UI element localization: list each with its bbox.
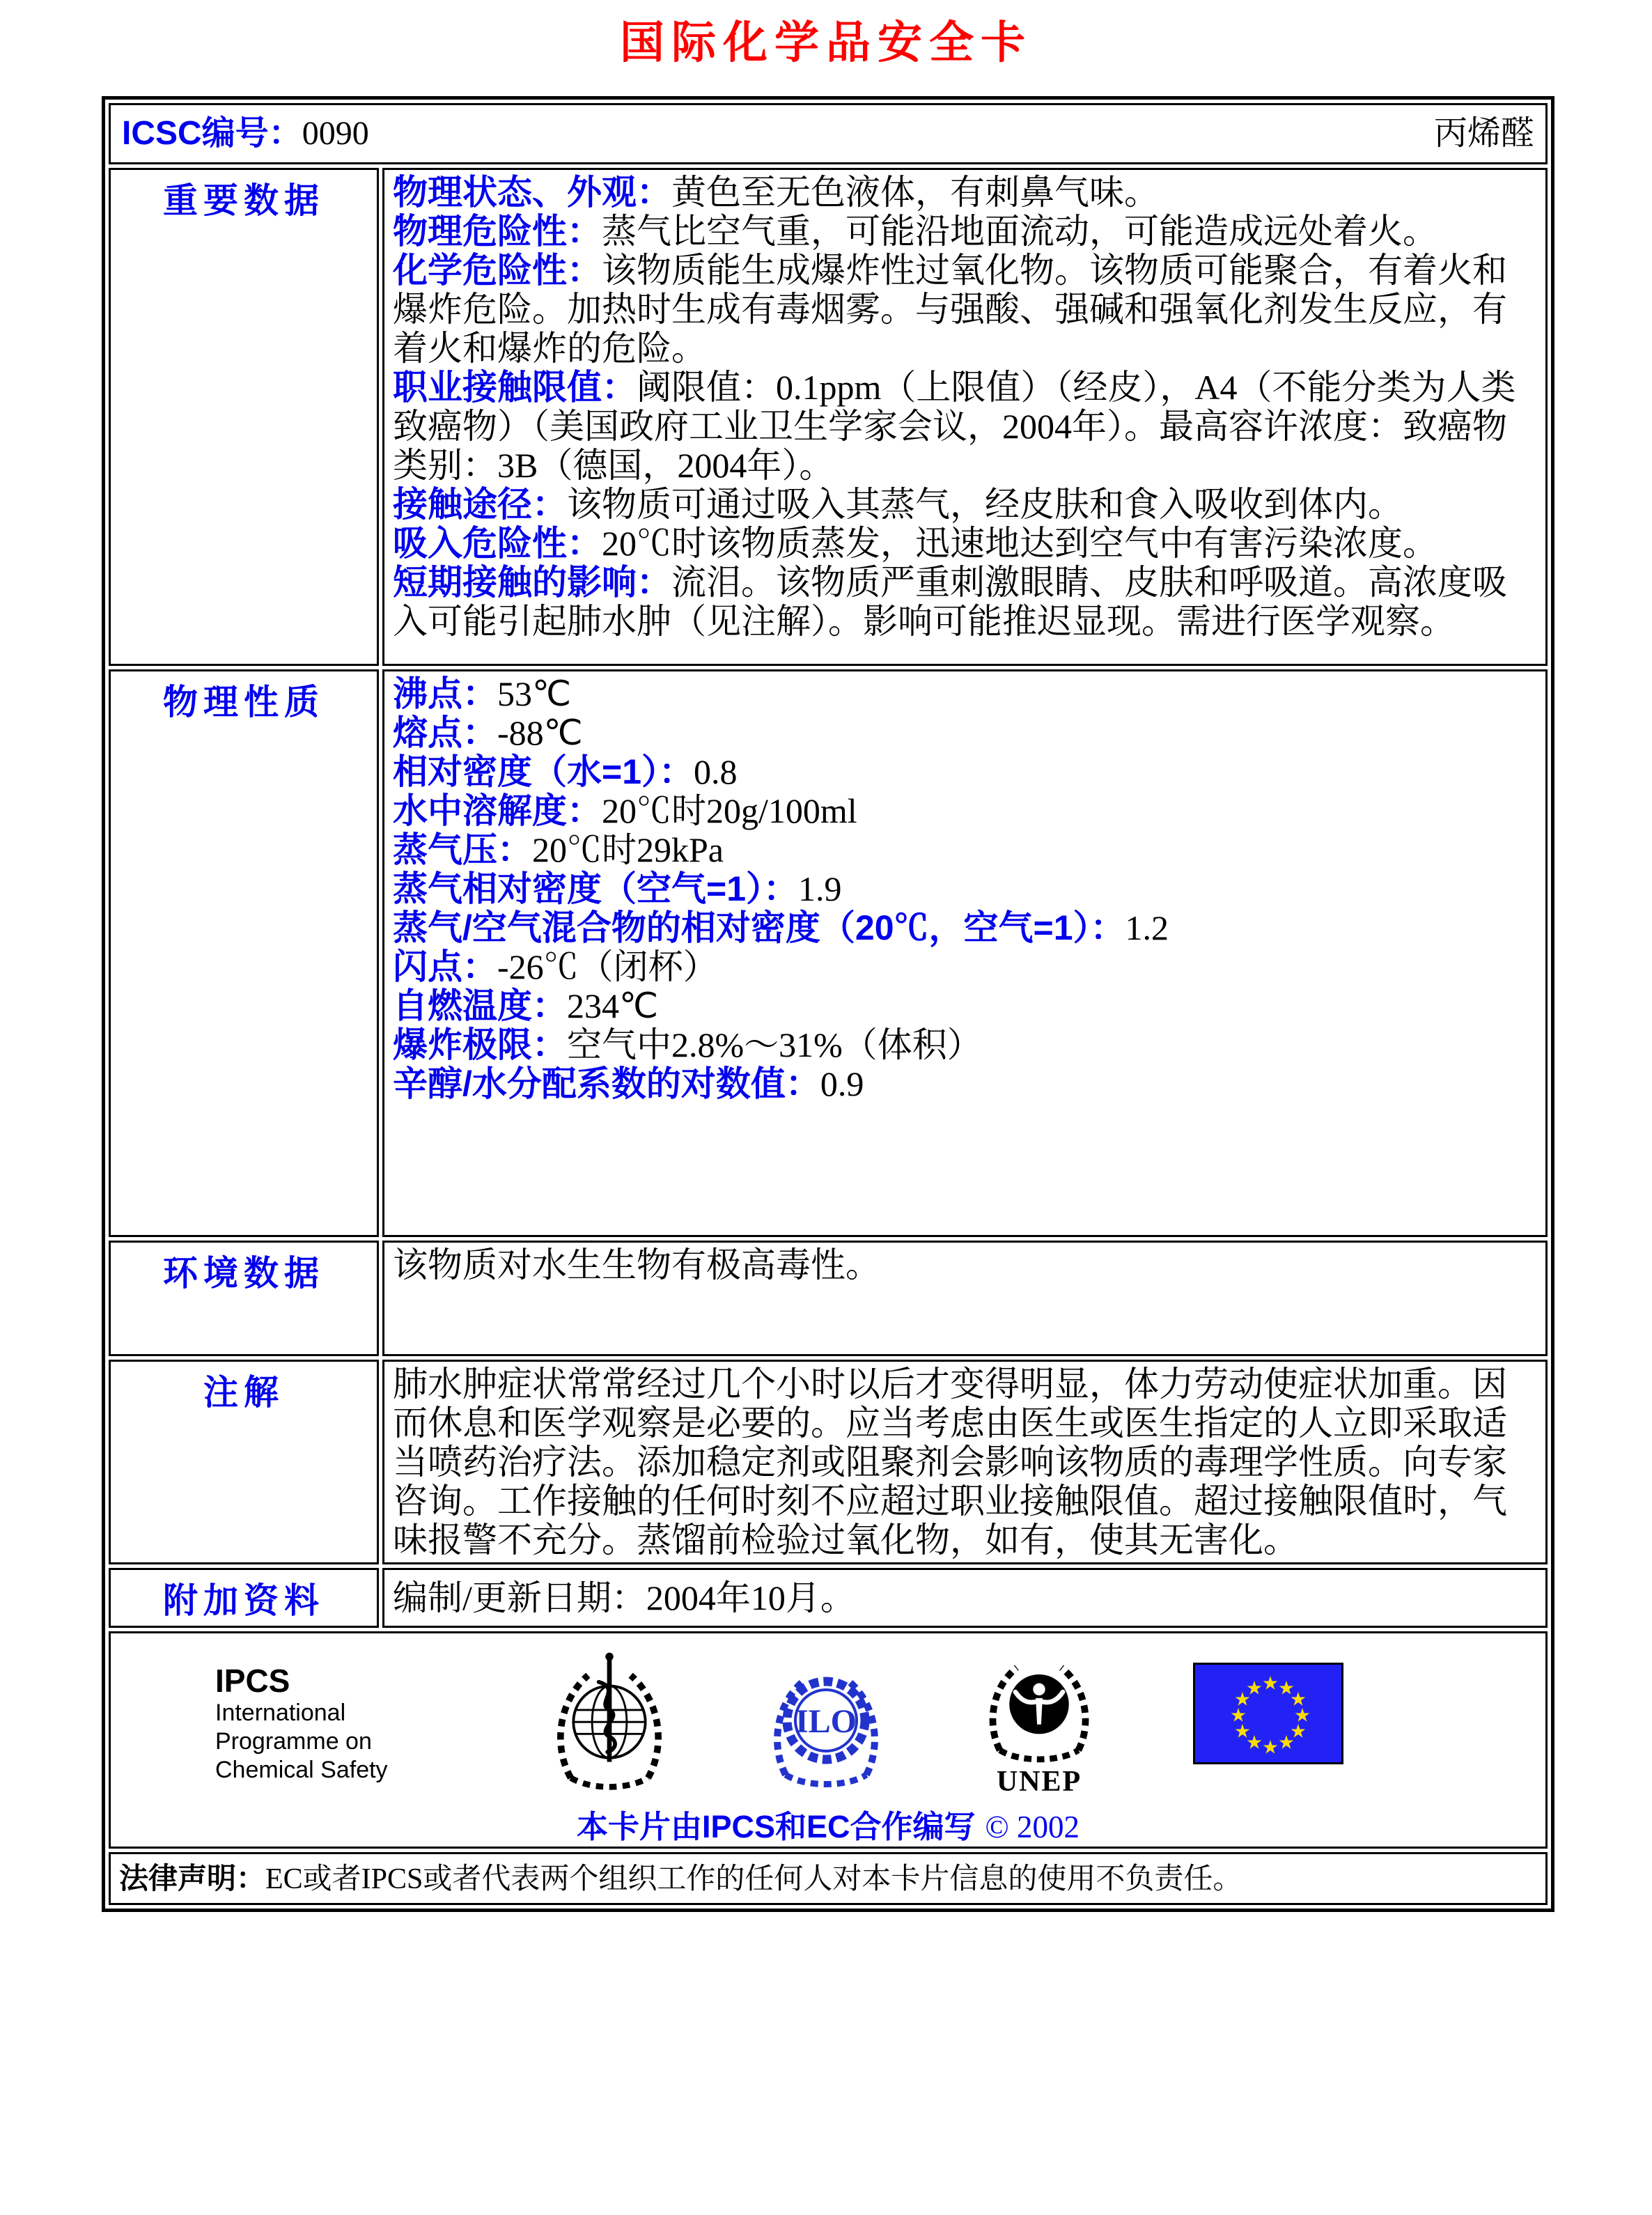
field-row — [393, 485, 1537, 524]
ilo-logo-label: ILO — [795, 1702, 857, 1740]
logos-row — [109, 1631, 1548, 1849]
header-row — [109, 103, 1548, 164]
property-row — [393, 908, 1537, 947]
ipcs-line: International — [215, 1700, 346, 1726]
ipcs-abbr: IPCS — [215, 1663, 290, 1699]
field-row — [393, 368, 1537, 485]
ipcs-logo-text — [215, 1663, 452, 1785]
field-value: 20℃时该物质蒸发，迅速地达到空气中有害污染浓度。 — [602, 524, 1437, 563]
property-label: 闪点： — [393, 947, 497, 986]
notes-row — [109, 1360, 1548, 1564]
eu-star: ★ — [1289, 1688, 1307, 1710]
property-row — [393, 713, 1537, 752]
field-row — [393, 251, 1537, 368]
ipcs-line: Chemical Safety — [215, 1757, 388, 1783]
property-row — [393, 1064, 1537, 1103]
field-row — [393, 212, 1537, 251]
eu-star: ★ — [1233, 1720, 1252, 1742]
field-label: 吸入危险性： — [393, 524, 602, 563]
unep-logo-icon — [980, 1649, 1098, 1767]
property-value: 0.9 — [820, 1064, 864, 1103]
eu-star: ★ — [1293, 1704, 1311, 1726]
property-value: -26℃（闭杯） — [497, 947, 718, 986]
property-label: 蒸气相对密度（空气=1）： — [393, 869, 799, 908]
field-value: 该物质可通过吸入其蒸气，经皮肤和食入吸收到体内。 — [567, 485, 1403, 524]
property-row — [393, 986, 1537, 1025]
notes-content — [382, 1360, 1548, 1564]
environmental-data-row — [109, 1241, 1548, 1356]
field-value: 蒸气比空气重，可能沿地面流动，可能造成远处着火。 — [602, 212, 1437, 251]
property-value: 234℃ — [567, 986, 659, 1025]
environmental-data-text: 该物质对水生生物有极高毒性。 — [393, 1245, 880, 1284]
chemical-name: 丙烯醛 — [1433, 115, 1534, 152]
copyright-line — [111, 1801, 1545, 1847]
section-label-important-data: 重要数据 — [109, 168, 379, 666]
property-value: 空气中2.8%～31%（体积） — [567, 1025, 982, 1064]
legal-cell — [109, 1852, 1548, 1905]
property-row — [393, 1025, 1537, 1064]
property-value: 1.9 — [798, 869, 842, 908]
property-value: -88℃ — [497, 713, 583, 752]
legal-text: EC或者IPCS或者代表两个组织工作的任何人对本卡片信息的使用不负责任。 — [265, 1863, 1242, 1895]
field-label: 化学危险性： — [393, 251, 602, 290]
eu-star: ★ — [1233, 1688, 1252, 1710]
physical-properties-row — [109, 669, 1548, 1237]
property-label: 蒸气/空气混合物的相对密度（20℃，空气=1）： — [393, 908, 1125, 947]
field-value: 该物质能生成爆炸性过氧化物。该物质可能聚合，有着火和爆炸危险。加热时生成有毒烟雾。与强酸、强碱和强氧化剂发生反应，有着火和爆炸的危险。 — [393, 251, 1507, 368]
environmental-data-content — [382, 1241, 1548, 1356]
copyright-text: 本卡片由IPCS和EC合作编写 — [577, 1809, 976, 1844]
property-row — [393, 791, 1537, 830]
ilo-logo-icon — [767, 1651, 885, 1797]
eu-star: ★ — [1277, 1732, 1295, 1753]
property-row — [393, 752, 1537, 791]
legal-label: 法律声明： — [119, 1861, 266, 1895]
field-label: 接触途径： — [393, 485, 567, 524]
property-label: 爆炸极限： — [393, 1025, 567, 1064]
eu-star: ★ — [1229, 1704, 1247, 1726]
additional-info-row — [109, 1568, 1548, 1628]
section-label-additional-info: 附加资料 — [109, 1568, 379, 1628]
unep-logo-label: UNEP — [996, 1766, 1082, 1798]
field-value: 流泪。该物质严重刺激眼睛、皮肤和呼吸道。高浓度吸入可能引起肺水肿（见注解）。影响可能推迟显现。需进行医学观察。 — [393, 563, 1507, 641]
ipcs-line: Programme on — [215, 1728, 372, 1755]
property-label: 自燃温度： — [393, 986, 567, 1025]
property-label: 辛醇/水分配系数的对数值： — [393, 1064, 820, 1103]
eu-flag-icon — [1193, 1663, 1343, 1764]
field-label: 物理状态、外观： — [393, 173, 671, 212]
property-label: 熔点： — [393, 713, 497, 752]
property-row — [393, 674, 1537, 713]
important-data-row — [109, 168, 1548, 666]
who-logo-icon — [547, 1647, 672, 1801]
field-row — [393, 563, 1537, 641]
field-label: 短期接触的影响： — [393, 563, 671, 602]
property-value: 53℃ — [497, 674, 572, 713]
icsc-number-value: 0090 — [302, 115, 369, 152]
icsc-number-label: ICSC编号： — [122, 115, 302, 152]
eu-star: ★ — [1245, 1677, 1263, 1699]
eu-star: ★ — [1289, 1720, 1307, 1742]
property-value: 0.8 — [694, 752, 738, 791]
icsc-number — [122, 115, 369, 153]
legal-row — [109, 1852, 1548, 1905]
field-label: 物理危险性： — [393, 212, 602, 251]
property-label: 蒸气压： — [393, 830, 532, 869]
property-row — [393, 947, 1537, 986]
icsc-card-table — [102, 96, 1554, 1912]
field-row — [393, 524, 1537, 563]
property-row — [393, 869, 1537, 908]
property-label: 沸点： — [393, 674, 497, 713]
property-value: 20℃时29kPa — [532, 830, 724, 869]
property-label: 相对密度（水=1）： — [393, 752, 694, 791]
additional-info-content — [382, 1568, 1548, 1628]
field-value: 阈限值：0.1ppm（上限值）（经皮），A4（不能分类为人类致癌物）（美国政府工业卫生学家会议，2004年）。最高容许浓度：致癌物类别：3B（德国，2004年）。 — [393, 368, 1516, 485]
eu-star: ★ — [1261, 1736, 1279, 1758]
eu-star: ★ — [1277, 1677, 1295, 1699]
notes-text: 肺水肿症状常常经过几个小时以后才变得明显，体力劳动使症状加重。因而休息和医学观察是必要的。应当考虑由医生或医生指定的人立即采取适当喷药治疗法。添加稳定剂或阻聚剂会影响该物质的毒理学性质。向专家咨询。工作接触的任何时刻不应超过职业接触限值。超过接触限值时，气味报警不充分。蒸馏前检验过氧化物，如有，使其无害化。 — [393, 1365, 1507, 1560]
property-value: 20℃时20g/100ml — [602, 791, 857, 830]
section-label-notes: 注解 — [109, 1360, 379, 1564]
section-label-environmental-data: 环境数据 — [109, 1241, 379, 1356]
eu-star: ★ — [1261, 1672, 1279, 1694]
copyright-year: © 2002 — [985, 1810, 1080, 1844]
logos-cell — [109, 1631, 1548, 1849]
physical-properties-content — [382, 669, 1548, 1237]
page-title: 国际化学品安全卡 — [620, 17, 1032, 68]
unep-logo — [980, 1649, 1098, 1798]
field-row — [393, 173, 1537, 212]
field-label: 职业接触限值： — [393, 368, 637, 407]
section-label-physical-properties: 物理性质 — [109, 669, 379, 1237]
property-row — [393, 830, 1537, 869]
field-value: 黄色至无色液体，有刺鼻气味。 — [671, 173, 1159, 212]
property-value: 1.2 — [1125, 908, 1169, 947]
eu-star: ★ — [1245, 1732, 1263, 1753]
additional-info-text: 编制/更新日期：2004年10月。 — [393, 1578, 855, 1617]
property-label: 水中溶解度： — [393, 791, 602, 830]
important-data-content — [382, 168, 1548, 666]
